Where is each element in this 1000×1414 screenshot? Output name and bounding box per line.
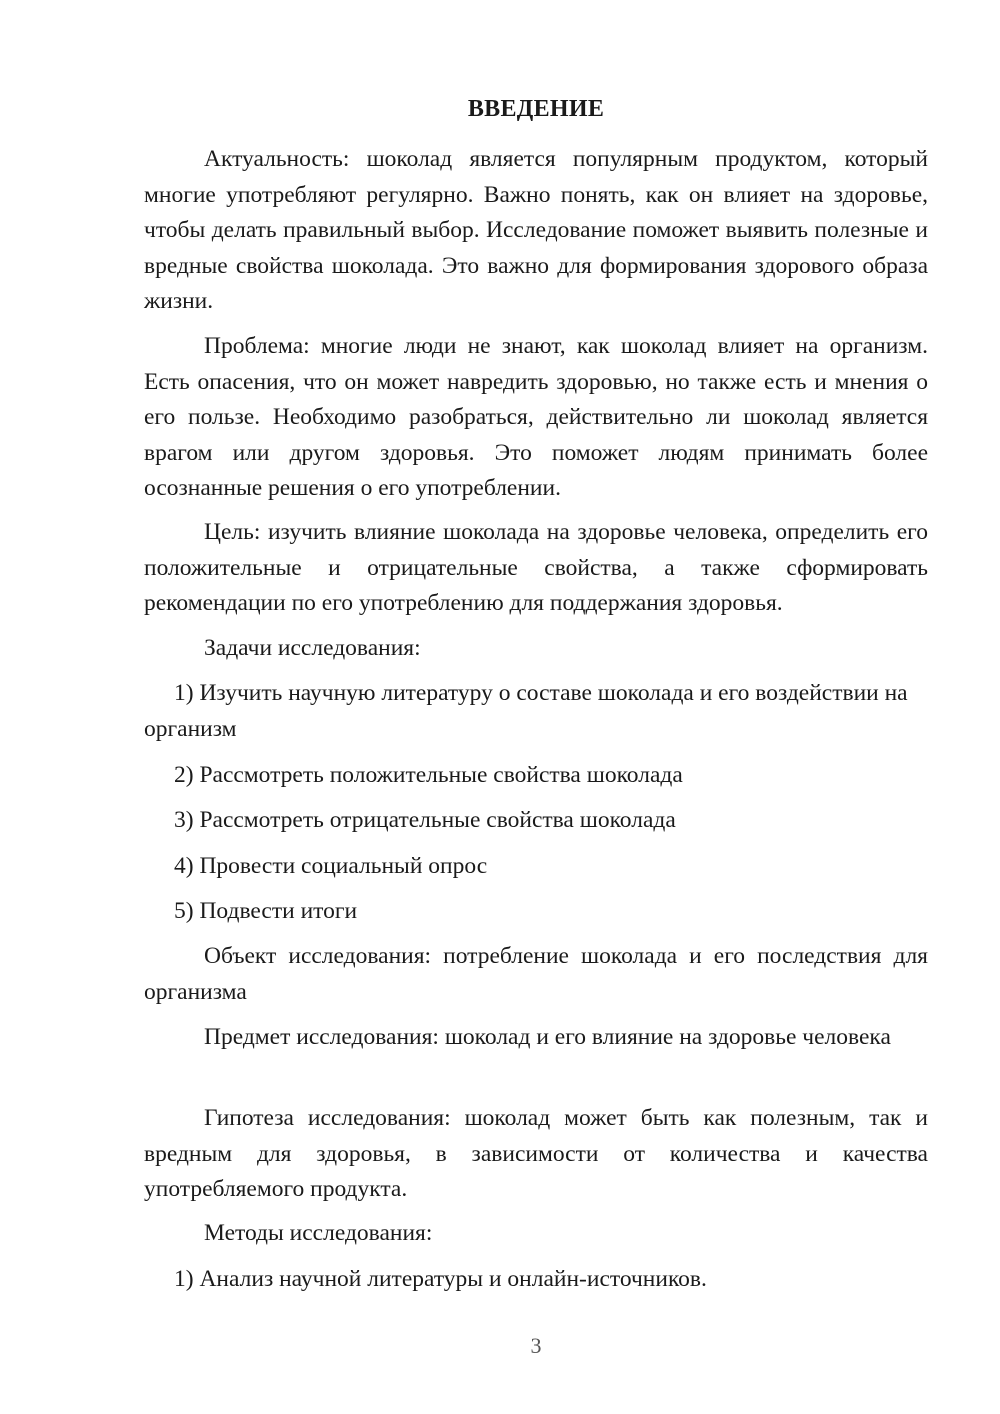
hypothesis-paragraph: Гипотеза исследования: шоколад может быть как полезным, так и вредным для здоровья, в зависимости от количества и качества употребляемого продукта.	[144, 1105, 928, 1202]
relevance-paragraph: Актуальность: шоколад является популярным продуктом, который многие употребляют регулярно. Важно понять, как он влияет на здоровье, чтобы делать правильный выбор. Исследование поможет выявить полезные и вредные свойства шоколада. Это важно для формирования здорового образа жизни.	[144, 146, 928, 314]
goal-paragraph: Цель: изучить влияние шоколада на здоровье человека, определить его положительные и отрицательные свойства, а также сформировать рекомендации по его употреблению для поддержания здоровья.	[144, 519, 928, 616]
task-item-3: 3) Рассмотреть отрицательные свойства шоколада	[174, 807, 676, 833]
task-item-5: 5) Подвести итоги	[174, 898, 358, 924]
task-item-2: 2) Рассмотреть положительные свойства шоколада	[174, 762, 683, 788]
tasks-heading: Задачи исследования:	[204, 635, 421, 661]
page-number: 3	[530, 1333, 542, 1358]
subject-paragraph: Предмет исследования: шоколад и его влияние на здоровье человека	[204, 1024, 891, 1050]
method-item-1: 1) Анализ научной литературы и онлайн-источников.	[174, 1266, 707, 1292]
task-item-4: 4) Провести социальный опрос	[174, 853, 488, 879]
object-paragraph: Объект исследования: потребление шоколада и его последствия для организма	[144, 943, 928, 1005]
task-item-1: 1) Изучить научную литературу о составе шоколада и его воздействии на организм	[144, 680, 908, 742]
methods-heading: Методы исследования:	[204, 1220, 433, 1246]
page-title: ВВЕДЕНИЕ	[467, 96, 605, 122]
problem-paragraph: Проблема: многие люди не знают, как шоколад влияет на организм. Есть опасения, что он может навредить здоровью, но также есть и мнения о его пользе. Необходимо разобраться, действительно ли шоколад является врагом или другом здоровья. Это поможет людям принимать более осознанные решения о его употреблении.	[144, 333, 928, 501]
